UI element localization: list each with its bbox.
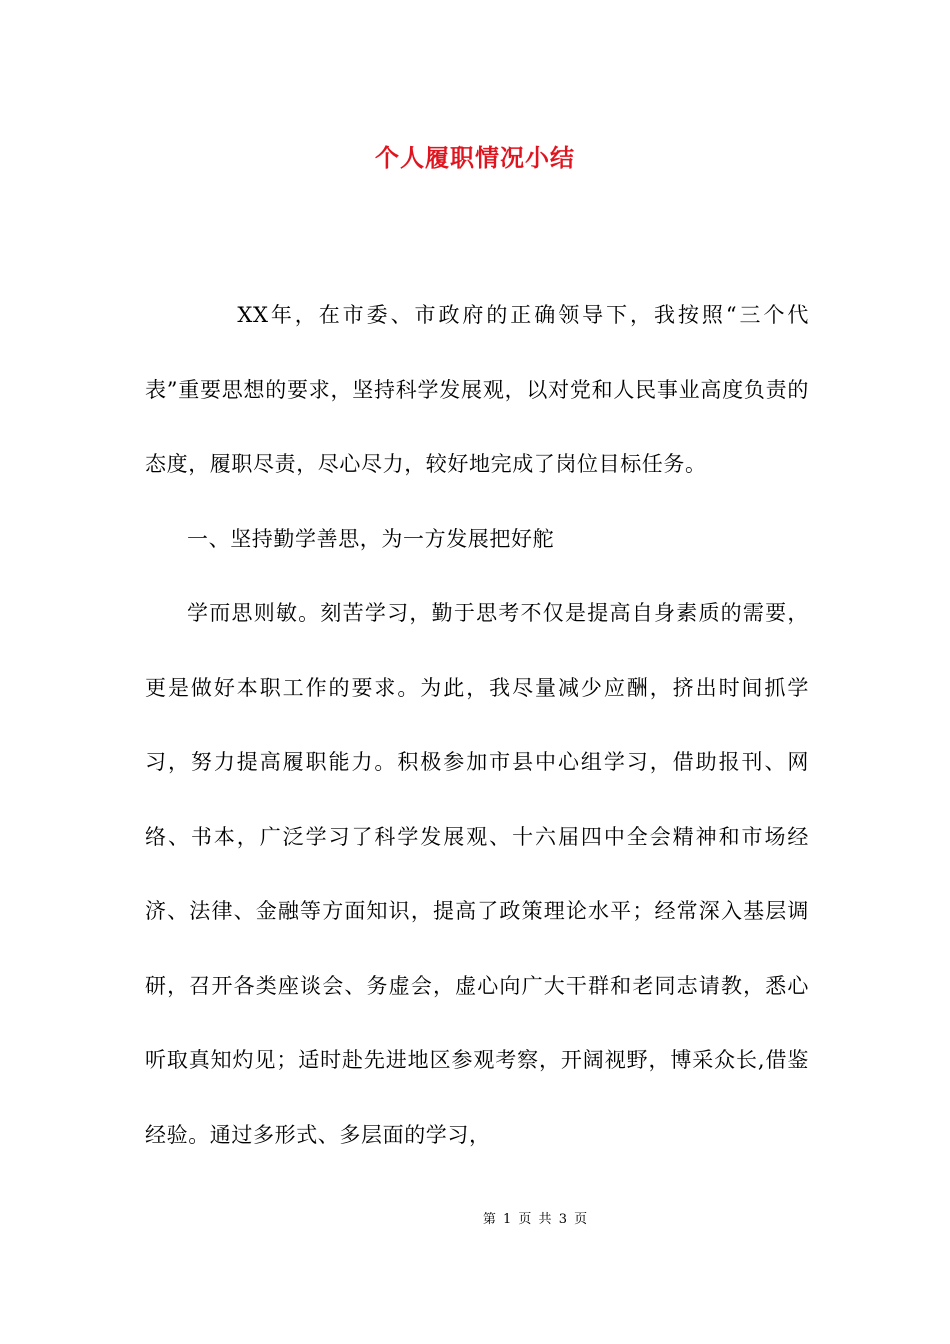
document-title: 个人履职情况小结 (375, 143, 575, 172)
page-number-footer: 第 1 页 共 3 页 (482, 1212, 588, 1227)
section-heading: 一、坚持勤学善思，为一方发展把好舵 (187, 526, 555, 551)
paragraph-study: 学而思则敏。刻苦学习，勤于思考不仅是提高自身素质的需要，更是做好本职工作的要求。为此，我尽量减少应酬，挤出时间抓学习，努力提高履职能力。积极参加市县中心组学习，借助报刊、网络、书本，广泛学习了科学发展观、十六届四中全会精神和市场经济、法律、金融等方面知识，提高了政策理论水平；经常深入基层调研，召开各类座谈会、务虚会，虚心向广大干群和老同志请教，悉心听取真知灼见；适时赴先进地区参观考察，开阔视野，博采众长,借鉴经验。通过多形式、多层面的学习， (145, 601, 809, 1147)
document-body (145, 278, 809, 1172)
paragraph-intro: XX年，在市委、市政府的正确领导下，我按照“三个代表”重要思想的要求，坚持科学发展观，以对党和人民事业高度负责的态度，履职尽责，尽心尽力，较好地完成了岗位目标任务。 (145, 303, 809, 476)
